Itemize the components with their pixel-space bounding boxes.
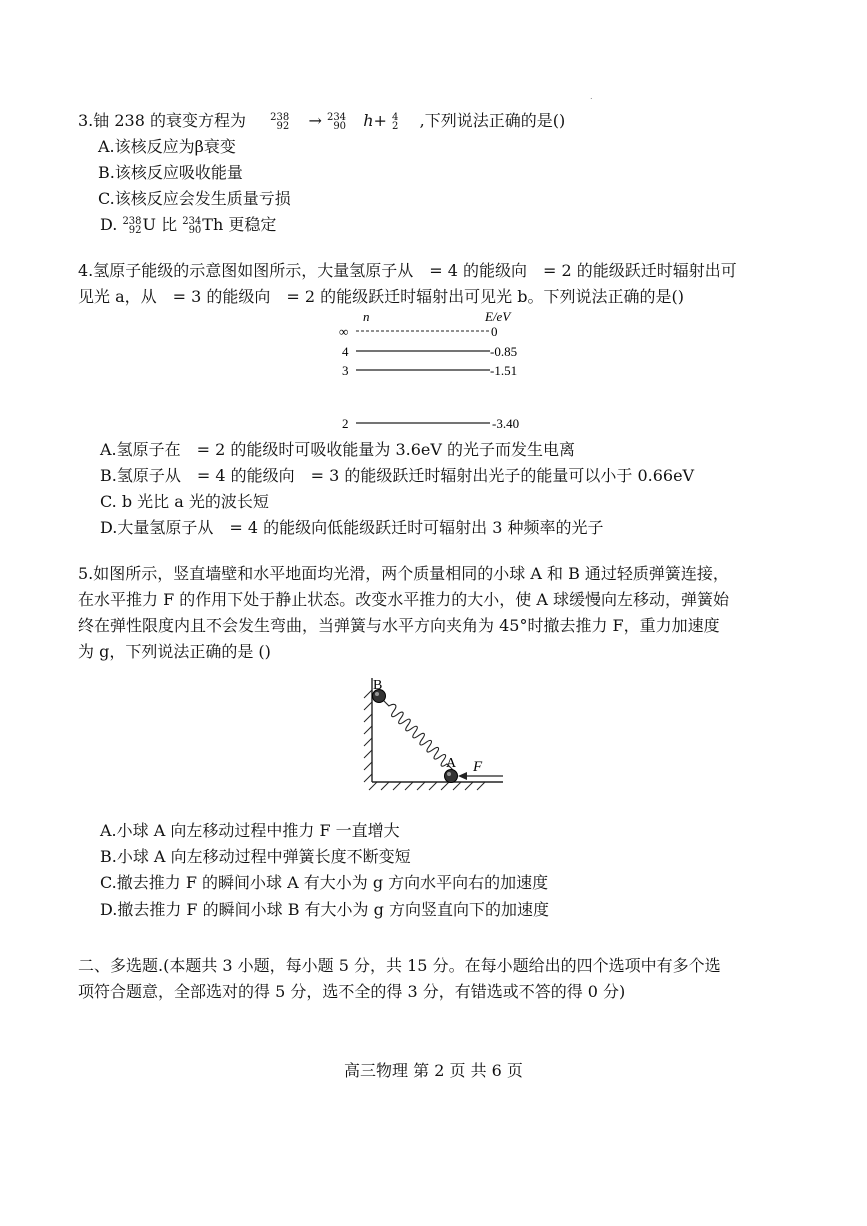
q3-stem — [78, 108, 565, 134]
force-arrow-head — [458, 772, 467, 780]
energy-axis-label: E/eV — [485, 309, 511, 324]
level-e-4: -0.85 — [490, 344, 518, 359]
level-e-inf: 0 — [491, 324, 498, 339]
q5-stem-line-3: 终在弹性限度内且不会发生弯曲，当弹簧与水平方向夹角为 45°时撤去推力 F，重力加速度 — [78, 616, 720, 635]
corner-mark: . — [590, 92, 593, 101]
q4-stem-line-2: 见光 a，从 = 3 的能级向 = 2 的能级跃迁时辐射出可见光 b。下列说法正确的是() — [78, 287, 684, 306]
q4-option-c: C. b 光比 a 光的波长短 — [100, 492, 269, 511]
q4-option-b: B.氢原子从 = 4 的能级向 = 3 的能级跃迁时辐射出光子的能量可以小于 0.66eV — [100, 466, 695, 485]
q3-option-d-iso-2-mass: 234 — [182, 215, 202, 227]
q3-eq-mid: h+ — [363, 111, 387, 130]
q3-option-d-prefix: D. — [100, 215, 118, 234]
q3-iso-2 — [327, 113, 346, 131]
level-e-3: -1.51 — [490, 363, 518, 378]
q5-option-d: D.撤去推力 F 的瞬间小球 B 有大小为 g 方向竖直向下的加速度 — [100, 900, 549, 919]
q3-iso-3-mass: 4 — [392, 111, 399, 123]
energy-level-diagram — [330, 306, 540, 436]
q5-stem-line-1: 5.如图所示，竖直墙壁和水平地面均光滑，两个质量相同的小球 A 和 B 通过轻质弹簧连接， — [78, 564, 729, 583]
wall-hatching — [364, 690, 372, 782]
n-axis-label: n — [363, 309, 370, 324]
q3-option-a: A.该核反应为β衰变 — [98, 137, 236, 156]
q3-iso-3-charge: 2 — [392, 120, 399, 132]
q3-iso-2-mass: 234 — [326, 111, 347, 123]
q5-stem-line-2: 在水平推力 F 的作用下处于静止状态。改变水平推力的大小，使 A 球缓慢向左移动，弹簧始 — [78, 590, 730, 609]
q3-iso-1-mass: 238 — [270, 111, 290, 123]
q3-arrow: → — [308, 111, 322, 130]
force-label: F — [473, 759, 483, 775]
spring-figure — [355, 672, 515, 798]
q4-option-d: D.大量氢原子从 = 4 的能级向低能级跃迁时可辐射出 3 种频率的光子 — [100, 518, 604, 537]
q3-stem-prefix: 3.铀 238 的衰变方程为 — [78, 111, 246, 130]
q3-option-d-iso-1-charge: 92 — [128, 224, 142, 236]
ball-a — [445, 770, 458, 783]
level-n-inf: ∞ — [339, 324, 349, 339]
ball-b-label: B — [373, 678, 383, 693]
section-2-line-2: 项符合题意，全部选对的得 5 分，选不全的得 3 分，有错选或不答的得 0 分) — [78, 982, 626, 1001]
q4-option-a: A.氢原子在 = 2 的能级时可吸收能量为 3.6eV 的光子而发生电离 — [100, 440, 576, 459]
q3-option-d-iso-2 — [182, 217, 201, 235]
q5-option-c: C.撤去推力 F 的瞬间小球 A 有大小为 g 方向水平向右的加速度 — [100, 873, 549, 892]
q3-iso-3 — [392, 113, 398, 131]
q3-option-d-iso-1-mass: 238 — [122, 215, 142, 227]
ground-hatching — [369, 782, 485, 790]
q3-stem-suffix: ,下列说法正确的是() — [419, 111, 566, 130]
q3-option-d-iso-1 — [122, 217, 141, 235]
level-e-2: -3.40 — [492, 416, 520, 431]
q3-iso-1-charge: 92 — [276, 120, 290, 132]
q3-option-d-el-1: U 比 — [142, 215, 178, 234]
q3-option-d-el-2: Th 更稳定 — [202, 215, 277, 234]
q3-option-b: B.该核反应吸收能量 — [98, 163, 243, 182]
level-n-4: 4 — [342, 344, 349, 359]
ball-a-label: A — [446, 756, 457, 771]
q4-stem-line-1: 4.氢原子能级的示意图如图所示，大量氢原子从 = 4 的能级向 = 2 的能级跃迁时辐射出可 — [78, 261, 737, 280]
q5-option-b: B.小球 A 向左移动过程中弹簧长度不断变短 — [100, 847, 411, 866]
level-n-3: 3 — [342, 363, 349, 378]
q5-option-a: A.小球 A 向左移动过程中推力 F 一直增大 — [100, 821, 400, 840]
q3-option-c: C.该核反应会发生质量亏损 — [98, 189, 291, 208]
q3-iso-1 — [270, 113, 289, 131]
level-n-2: 2 — [342, 416, 349, 431]
page-footer: 高三物理 第 2 页 共 6 页 — [344, 1061, 523, 1080]
q3-iso-2-charge: 90 — [333, 120, 347, 132]
ball-a-highlight — [447, 772, 451, 776]
q3-option-d-iso-2-charge: 90 — [188, 224, 202, 236]
q5-stem-line-4: 为 g，下列说法正确的是 () — [78, 642, 271, 661]
section-2-line-1: 二、多选题.(本题共 3 小题，每小题 5 分，共 15 分。在每小题给出的四个选项中有多个选 — [78, 956, 721, 975]
q3-option-d — [100, 212, 276, 238]
